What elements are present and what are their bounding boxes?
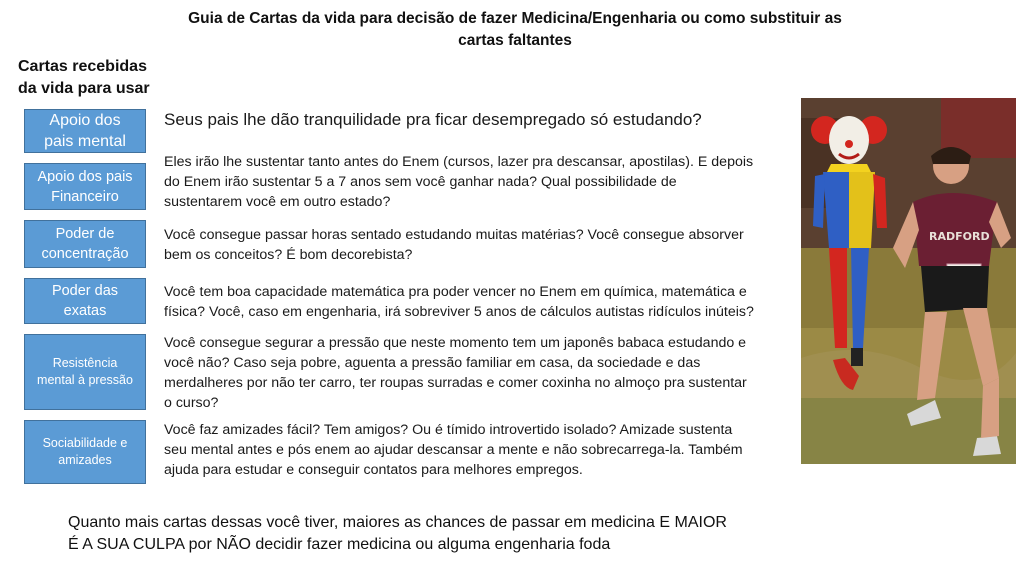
question-pressure bbox=[164, 333, 747, 413]
footer-conclusion bbox=[68, 512, 727, 556]
photo-illustration bbox=[801, 98, 1016, 464]
question-line: ajuda para estudar e conseguir contatos para melhores empregos. bbox=[164, 462, 583, 478]
card-label-line-2: amizades bbox=[58, 453, 112, 467]
card-sociability bbox=[24, 420, 146, 484]
card-label-line-2: Financeiro bbox=[51, 188, 119, 205]
card-parents-financial-support bbox=[24, 163, 146, 210]
card-label-line-1: Poder de bbox=[55, 226, 115, 242]
footer-line-2: É A SUA CULPA por NÃO decidir fazer medicina ou alguma engenharia foda bbox=[68, 536, 611, 553]
card-exact-sciences bbox=[24, 278, 146, 324]
question-line: Você tem boa capacidade matemática pra poder vencer no Enem em química, matemática e bbox=[164, 284, 747, 300]
question-line: você não? Caso seja pobre, aguenta a pressão familiar em casa, da sociedade e das bbox=[164, 355, 701, 371]
card-label-line-2: concentração bbox=[41, 246, 129, 262]
question-parents-mental bbox=[164, 109, 702, 131]
question-line: do Enem irão sustentar 5 a 7 anos sem você ganhar nada? Qual possibilidade de bbox=[164, 174, 677, 190]
question-parents-financial bbox=[164, 152, 753, 212]
question-concentration bbox=[164, 225, 744, 265]
page-title-line-1: Guia de Cartas da vida para decisão de fazer Medicina/Engenharia ou como substituir as bbox=[188, 10, 842, 27]
card-label-line-2: exatas bbox=[63, 303, 107, 319]
question-line: Eles irão lhe sustentar tanto antes do Enem (cursos, lazer pra descansar, apostilas). E depois bbox=[164, 154, 754, 170]
card-label-line-1: Apoio dos pais bbox=[37, 168, 133, 185]
question-sociability bbox=[164, 420, 743, 480]
question-exact-sciences bbox=[164, 282, 754, 322]
card-parents-mental-support bbox=[24, 109, 146, 153]
card-concentration bbox=[24, 220, 146, 268]
card-label-line-1: Sociabilidade e bbox=[42, 436, 128, 450]
page-title-line-2: cartas faltantes bbox=[458, 32, 572, 49]
question-line: o curso? bbox=[164, 395, 219, 411]
question-line: Você consegue passar horas sentado estudando muitas matérias? Você consegue absorver bbox=[164, 227, 744, 243]
question-line: Seus pais lhe dão tranquilidade pra ficar desempregado só estudando? bbox=[164, 110, 702, 129]
cards-heading-line-2: da vida para usar bbox=[18, 80, 150, 97]
question-line: Você faz amizades fácil? Tem amigos? Ou é tímido introvertido isolado? Amizade sustenta bbox=[164, 422, 733, 438]
question-line: merdalheres por não ter carro, ter roupas surradas e comer coxinha no almoço pra sustentar bbox=[164, 375, 747, 391]
clown-chasing-runner-photo bbox=[801, 98, 1016, 464]
cards-heading-line-1: Cartas recebidas bbox=[18, 58, 147, 75]
footer-line-1: Quanto mais cartas dessas você tiver, maiores as chances de passar em medicina E MAIOR bbox=[68, 514, 727, 531]
card-label-line-1: Resistência bbox=[52, 356, 118, 370]
question-line: Você consegue segurar a pressão que neste momento tem um japonês babaca estudando e bbox=[164, 335, 747, 351]
card-label-line-1: Apoio dos bbox=[49, 112, 121, 129]
card-label-line-1: Poder das bbox=[51, 283, 119, 299]
question-line: bem os conceitos? É bom decorebista? bbox=[164, 247, 413, 263]
question-line: sustentarem você em outro estado? bbox=[164, 194, 391, 210]
shirt-text: RADFORD bbox=[929, 230, 990, 243]
question-line: física? Você, caso em engenharia, irá sobreviver 5 anos de cálculos autistas ridículos inúteis? bbox=[164, 304, 754, 320]
cards-heading bbox=[18, 56, 168, 100]
card-label-line-2: pais mental bbox=[44, 133, 126, 150]
card-label-line-2: mental à pressão bbox=[37, 373, 133, 387]
card-pressure-resistance bbox=[24, 334, 146, 410]
question-line: seu mental antes e pós enem ao ajudar descansar a mente e não sobrecarrega-la. Também bbox=[164, 442, 743, 458]
page-title bbox=[140, 8, 890, 52]
